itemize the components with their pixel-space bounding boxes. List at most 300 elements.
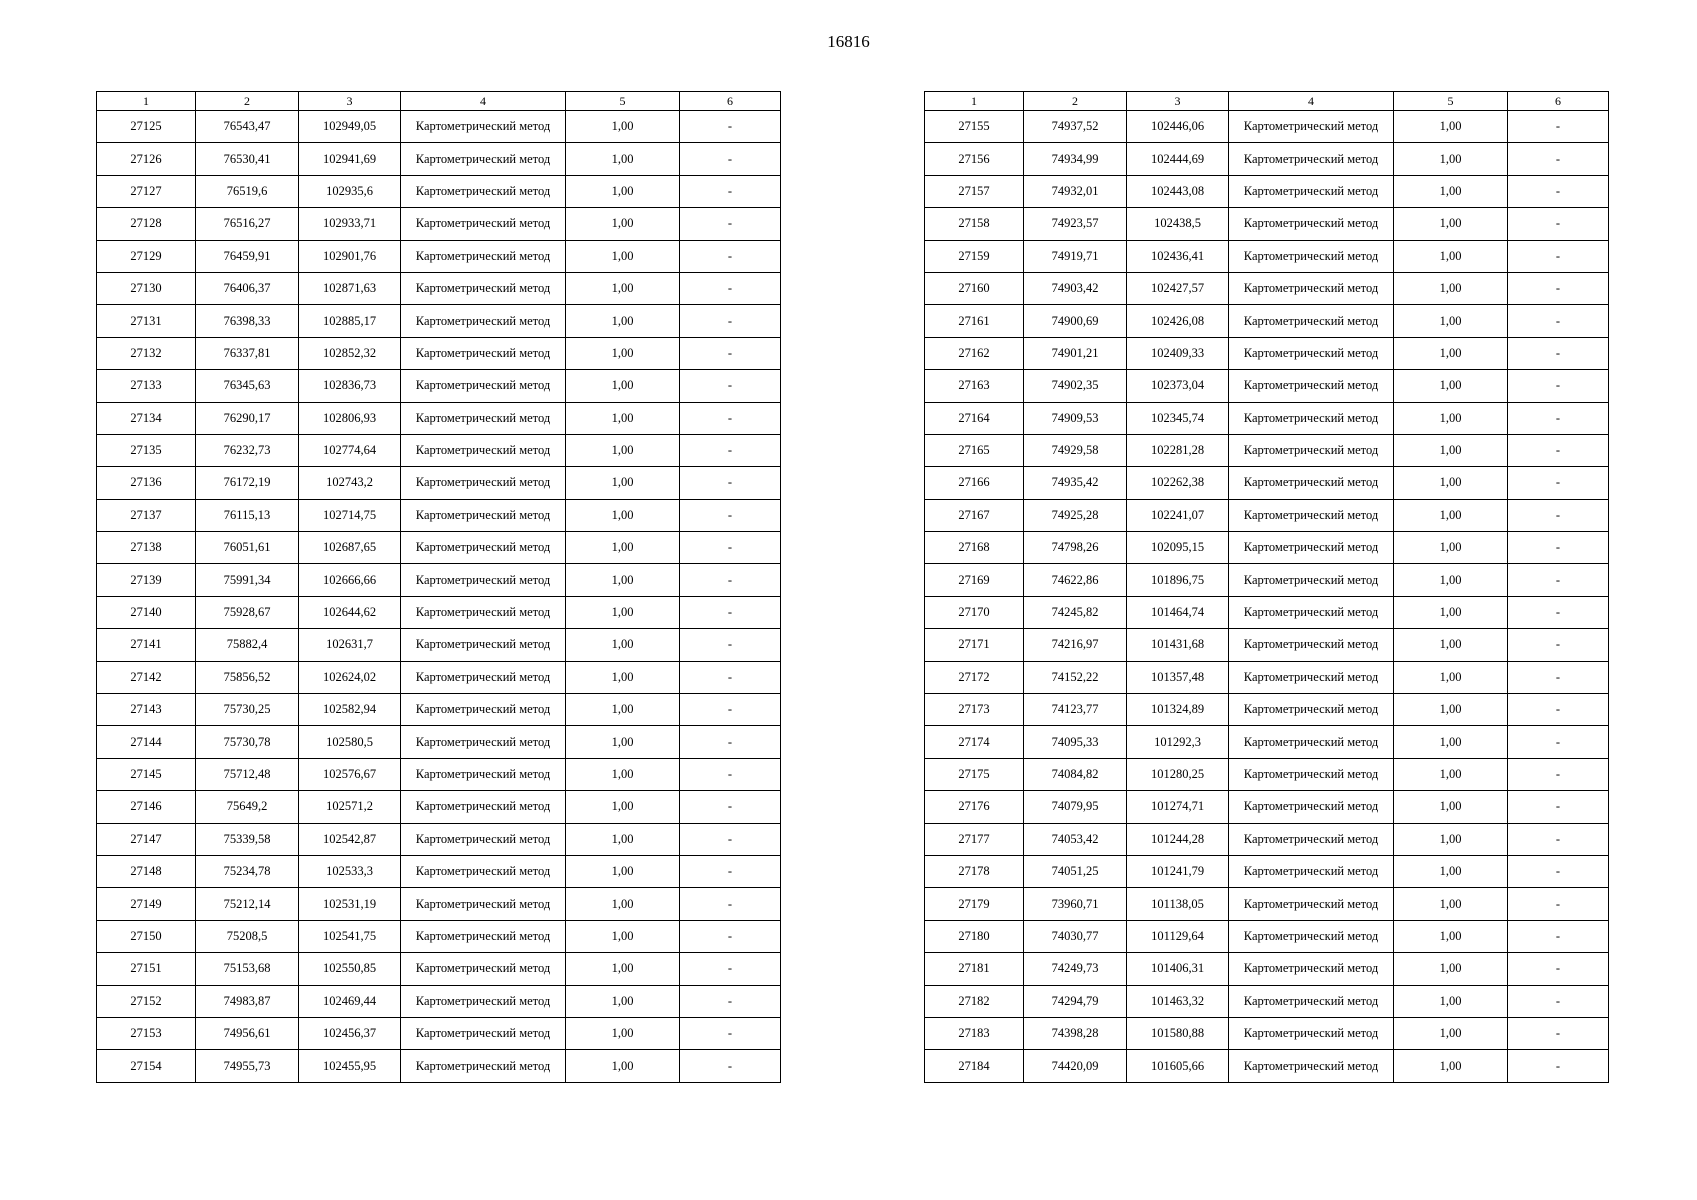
method-cell: Картометрический метод xyxy=(401,499,566,531)
accuracy-cell: 1,00 xyxy=(1394,596,1508,628)
point-number-cell: 27151 xyxy=(97,953,196,985)
y-coordinate-cell: 102935,6 xyxy=(299,175,401,207)
table-row xyxy=(97,143,781,175)
accuracy-cell: 1,00 xyxy=(1394,661,1508,693)
x-coordinate-cell: 74123,77 xyxy=(1024,694,1127,726)
y-coordinate-cell: 102580,5 xyxy=(299,726,401,758)
x-coordinate-cell: 74030,77 xyxy=(1024,920,1127,952)
point-number-cell: 27126 xyxy=(97,143,196,175)
table-row xyxy=(97,888,781,920)
table-row xyxy=(97,111,781,143)
method-cell: Картометрический метод xyxy=(401,208,566,240)
table-row xyxy=(925,758,1609,790)
point-number-cell: 27155 xyxy=(925,111,1024,143)
point-number-cell: 27165 xyxy=(925,434,1024,466)
method-cell: Картометрический метод xyxy=(1229,467,1394,499)
method-cell: Картометрический метод xyxy=(401,402,566,434)
column-header-4: 4 xyxy=(401,92,566,111)
method-cell: Картометрический метод xyxy=(1229,532,1394,564)
method-cell: Картометрический метод xyxy=(401,888,566,920)
x-coordinate-cell: 74902,35 xyxy=(1024,370,1127,402)
x-coordinate-cell: 75730,25 xyxy=(196,694,299,726)
table-row xyxy=(97,370,781,402)
point-number-cell: 27147 xyxy=(97,823,196,855)
point-number-cell: 27130 xyxy=(97,272,196,304)
table-row xyxy=(97,305,781,337)
x-coordinate-cell: 76398,33 xyxy=(196,305,299,337)
method-cell: Картометрический метод xyxy=(1229,305,1394,337)
table-row xyxy=(97,208,781,240)
accuracy-cell: 1,00 xyxy=(1394,305,1508,337)
column-header-6: 6 xyxy=(680,92,781,111)
column-header-4: 4 xyxy=(1229,92,1394,111)
table-row xyxy=(925,532,1609,564)
accuracy-cell: 1,00 xyxy=(566,596,680,628)
y-coordinate-cell: 102095,15 xyxy=(1127,532,1229,564)
table-row xyxy=(925,855,1609,887)
accuracy-cell: 1,00 xyxy=(566,953,680,985)
accuracy-cell: 1,00 xyxy=(1394,240,1508,272)
note-cell: - xyxy=(680,694,781,726)
point-number-cell: 27173 xyxy=(925,694,1024,726)
table-row xyxy=(97,532,781,564)
note-cell: - xyxy=(680,985,781,1017)
point-number-cell: 27184 xyxy=(925,1050,1024,1082)
table-row xyxy=(925,726,1609,758)
table-row xyxy=(97,1050,781,1082)
note-cell: - xyxy=(680,564,781,596)
y-coordinate-cell: 102455,95 xyxy=(299,1050,401,1082)
accuracy-cell: 1,00 xyxy=(566,726,680,758)
point-number-cell: 27127 xyxy=(97,175,196,207)
accuracy-cell: 1,00 xyxy=(1394,791,1508,823)
note-cell: - xyxy=(680,240,781,272)
column-header-6: 6 xyxy=(1508,92,1609,111)
method-cell: Картометрический метод xyxy=(401,694,566,726)
note-cell: - xyxy=(1508,758,1609,790)
note-cell: - xyxy=(680,661,781,693)
note-cell: - xyxy=(1508,272,1609,304)
accuracy-cell: 1,00 xyxy=(1394,175,1508,207)
table-row xyxy=(925,111,1609,143)
note-cell: - xyxy=(1508,953,1609,985)
table-row xyxy=(925,823,1609,855)
point-number-cell: 27170 xyxy=(925,596,1024,628)
column-header-2: 2 xyxy=(196,92,299,111)
y-coordinate-cell: 101274,71 xyxy=(1127,791,1229,823)
table-row xyxy=(925,985,1609,1017)
x-coordinate-cell: 76172,19 xyxy=(196,467,299,499)
column-header-5: 5 xyxy=(1394,92,1508,111)
x-coordinate-cell: 74245,82 xyxy=(1024,596,1127,628)
y-coordinate-cell: 102446,06 xyxy=(1127,111,1229,143)
point-number-cell: 27153 xyxy=(97,1017,196,1049)
method-cell: Картометрический метод xyxy=(1229,1050,1394,1082)
y-coordinate-cell: 101580,88 xyxy=(1127,1017,1229,1049)
method-cell: Картометрический метод xyxy=(1229,823,1394,855)
note-cell: - xyxy=(680,402,781,434)
method-cell: Картометрический метод xyxy=(401,467,566,499)
accuracy-cell: 1,00 xyxy=(1394,337,1508,369)
table-row xyxy=(97,402,781,434)
accuracy-cell: 1,00 xyxy=(566,305,680,337)
point-number-cell: 27175 xyxy=(925,758,1024,790)
method-cell: Картометрический метод xyxy=(401,240,566,272)
x-coordinate-cell: 74935,42 xyxy=(1024,467,1127,499)
accuracy-cell: 1,00 xyxy=(1394,726,1508,758)
note-cell: - xyxy=(680,499,781,531)
point-number-cell: 27172 xyxy=(925,661,1024,693)
accuracy-cell: 1,00 xyxy=(566,855,680,887)
table-row xyxy=(97,953,781,985)
x-coordinate-cell: 75856,52 xyxy=(196,661,299,693)
table-row xyxy=(925,694,1609,726)
accuracy-cell: 1,00 xyxy=(1394,564,1508,596)
note-cell: - xyxy=(1508,532,1609,564)
y-coordinate-cell: 102262,38 xyxy=(1127,467,1229,499)
accuracy-cell: 1,00 xyxy=(566,661,680,693)
point-number-cell: 27169 xyxy=(925,564,1024,596)
accuracy-cell: 1,00 xyxy=(1394,402,1508,434)
point-number-cell: 27181 xyxy=(925,953,1024,985)
note-cell: - xyxy=(1508,337,1609,369)
table-row xyxy=(925,175,1609,207)
x-coordinate-cell: 76232,73 xyxy=(196,434,299,466)
note-cell: - xyxy=(1508,370,1609,402)
method-cell: Картометрический метод xyxy=(401,272,566,304)
y-coordinate-cell: 102443,08 xyxy=(1127,175,1229,207)
point-number-cell: 27146 xyxy=(97,791,196,823)
table-row xyxy=(97,596,781,628)
note-cell: - xyxy=(1508,661,1609,693)
x-coordinate-cell: 74398,28 xyxy=(1024,1017,1127,1049)
note-cell: - xyxy=(680,1050,781,1082)
accuracy-cell: 1,00 xyxy=(1394,143,1508,175)
accuracy-cell: 1,00 xyxy=(566,272,680,304)
accuracy-cell: 1,00 xyxy=(566,143,680,175)
method-cell: Картометрический метод xyxy=(1229,596,1394,628)
accuracy-cell: 1,00 xyxy=(566,920,680,952)
point-number-cell: 27176 xyxy=(925,791,1024,823)
accuracy-cell: 1,00 xyxy=(1394,1017,1508,1049)
point-number-cell: 27139 xyxy=(97,564,196,596)
point-number-cell: 27161 xyxy=(925,305,1024,337)
y-coordinate-cell: 102444,69 xyxy=(1127,143,1229,175)
y-coordinate-cell: 102631,7 xyxy=(299,629,401,661)
y-coordinate-cell: 101292,3 xyxy=(1127,726,1229,758)
y-coordinate-cell: 101129,64 xyxy=(1127,920,1229,952)
note-cell: - xyxy=(680,467,781,499)
note-cell: - xyxy=(1508,434,1609,466)
x-coordinate-cell: 75882,4 xyxy=(196,629,299,661)
y-coordinate-cell: 101896,75 xyxy=(1127,564,1229,596)
y-coordinate-cell: 102901,76 xyxy=(299,240,401,272)
x-coordinate-cell: 74900,69 xyxy=(1024,305,1127,337)
note-cell: - xyxy=(1508,208,1609,240)
y-coordinate-cell: 102345,74 xyxy=(1127,402,1229,434)
accuracy-cell: 1,00 xyxy=(566,823,680,855)
note-cell: - xyxy=(1508,564,1609,596)
note-cell: - xyxy=(1508,888,1609,920)
y-coordinate-cell: 101324,89 xyxy=(1127,694,1229,726)
point-number-cell: 27141 xyxy=(97,629,196,661)
table-row xyxy=(97,499,781,531)
table-row xyxy=(97,694,781,726)
point-number-cell: 27149 xyxy=(97,888,196,920)
y-coordinate-cell: 102714,75 xyxy=(299,499,401,531)
table-row xyxy=(925,370,1609,402)
x-coordinate-cell: 73960,71 xyxy=(1024,888,1127,920)
x-coordinate-cell: 75234,78 xyxy=(196,855,299,887)
x-coordinate-cell: 75991,34 xyxy=(196,564,299,596)
note-cell: - xyxy=(680,175,781,207)
y-coordinate-cell: 102281,28 xyxy=(1127,434,1229,466)
table-row xyxy=(97,629,781,661)
accuracy-cell: 1,00 xyxy=(566,370,680,402)
x-coordinate-cell: 74294,79 xyxy=(1024,985,1127,1017)
y-coordinate-cell: 102469,44 xyxy=(299,985,401,1017)
note-cell: - xyxy=(680,629,781,661)
method-cell: Картометрический метод xyxy=(401,532,566,564)
accuracy-cell: 1,00 xyxy=(1394,532,1508,564)
method-cell: Картометрический метод xyxy=(1229,985,1394,1017)
table-row xyxy=(925,499,1609,531)
accuracy-cell: 1,00 xyxy=(1394,499,1508,531)
accuracy-cell: 1,00 xyxy=(566,985,680,1017)
method-cell: Картометрический метод xyxy=(401,1017,566,1049)
point-number-cell: 27167 xyxy=(925,499,1024,531)
table-header-row xyxy=(925,92,1609,111)
point-number-cell: 27132 xyxy=(97,337,196,369)
point-number-cell: 27131 xyxy=(97,305,196,337)
y-coordinate-cell: 102666,66 xyxy=(299,564,401,596)
point-number-cell: 27150 xyxy=(97,920,196,952)
y-coordinate-cell: 101138,05 xyxy=(1127,888,1229,920)
x-coordinate-cell: 74053,42 xyxy=(1024,823,1127,855)
note-cell: - xyxy=(680,272,781,304)
y-coordinate-cell: 102687,65 xyxy=(299,532,401,564)
method-cell: Картометрический метод xyxy=(1229,726,1394,758)
table-row xyxy=(97,272,781,304)
table-row xyxy=(97,661,781,693)
point-number-cell: 27174 xyxy=(925,726,1024,758)
x-coordinate-cell: 74622,86 xyxy=(1024,564,1127,596)
x-coordinate-cell: 74925,28 xyxy=(1024,499,1127,531)
method-cell: Картометрический метод xyxy=(1229,111,1394,143)
accuracy-cell: 1,00 xyxy=(566,499,680,531)
note-cell: - xyxy=(680,596,781,628)
y-coordinate-cell: 102456,37 xyxy=(299,1017,401,1049)
accuracy-cell: 1,00 xyxy=(1394,694,1508,726)
method-cell: Картометрический метод xyxy=(401,629,566,661)
note-cell: - xyxy=(1508,1050,1609,1082)
y-coordinate-cell: 102373,04 xyxy=(1127,370,1229,402)
method-cell: Картометрический метод xyxy=(1229,953,1394,985)
y-coordinate-cell: 101244,28 xyxy=(1127,823,1229,855)
table-row xyxy=(925,143,1609,175)
coordinates-table-left xyxy=(96,91,781,1083)
accuracy-cell: 1,00 xyxy=(566,694,680,726)
x-coordinate-cell: 76516,27 xyxy=(196,208,299,240)
x-coordinate-cell: 75712,48 xyxy=(196,758,299,790)
accuracy-cell: 1,00 xyxy=(1394,823,1508,855)
table-row xyxy=(925,920,1609,952)
y-coordinate-cell: 102582,94 xyxy=(299,694,401,726)
note-cell: - xyxy=(680,532,781,564)
table-row xyxy=(925,337,1609,369)
accuracy-cell: 1,00 xyxy=(566,467,680,499)
method-cell: Картометрический метод xyxy=(1229,791,1394,823)
column-header-1: 1 xyxy=(97,92,196,111)
method-cell: Картометрический метод xyxy=(1229,920,1394,952)
note-cell: - xyxy=(1508,596,1609,628)
point-number-cell: 27163 xyxy=(925,370,1024,402)
accuracy-cell: 1,00 xyxy=(1394,920,1508,952)
method-cell: Картометрический метод xyxy=(401,175,566,207)
y-coordinate-cell: 102624,02 xyxy=(299,661,401,693)
y-coordinate-cell: 101431,68 xyxy=(1127,629,1229,661)
point-number-cell: 27143 xyxy=(97,694,196,726)
point-number-cell: 27134 xyxy=(97,402,196,434)
table-row xyxy=(97,920,781,952)
point-number-cell: 27171 xyxy=(925,629,1024,661)
note-cell: - xyxy=(680,143,781,175)
accuracy-cell: 1,00 xyxy=(566,888,680,920)
x-coordinate-cell: 76519,6 xyxy=(196,175,299,207)
method-cell: Картометрический метод xyxy=(401,370,566,402)
point-number-cell: 27168 xyxy=(925,532,1024,564)
note-cell: - xyxy=(680,920,781,952)
method-cell: Картометрический метод xyxy=(1229,272,1394,304)
accuracy-cell: 1,00 xyxy=(1394,434,1508,466)
point-number-cell: 27152 xyxy=(97,985,196,1017)
accuracy-cell: 1,00 xyxy=(1394,467,1508,499)
point-number-cell: 27178 xyxy=(925,855,1024,887)
y-coordinate-cell: 102743,2 xyxy=(299,467,401,499)
method-cell: Картометрический метод xyxy=(401,337,566,369)
note-cell: - xyxy=(680,888,781,920)
note-cell: - xyxy=(680,434,781,466)
table-row xyxy=(97,240,781,272)
point-number-cell: 27159 xyxy=(925,240,1024,272)
table-row xyxy=(97,564,781,596)
x-coordinate-cell: 74955,73 xyxy=(196,1050,299,1082)
note-cell: - xyxy=(680,953,781,985)
table-row xyxy=(97,467,781,499)
x-coordinate-cell: 74079,95 xyxy=(1024,791,1127,823)
table-row xyxy=(925,564,1609,596)
x-coordinate-cell: 74901,21 xyxy=(1024,337,1127,369)
accuracy-cell: 1,00 xyxy=(566,208,680,240)
point-number-cell: 27162 xyxy=(925,337,1024,369)
note-cell: - xyxy=(680,370,781,402)
point-number-cell: 27135 xyxy=(97,434,196,466)
method-cell: Картометрический метод xyxy=(401,305,566,337)
y-coordinate-cell: 102885,17 xyxy=(299,305,401,337)
accuracy-cell: 1,00 xyxy=(566,1017,680,1049)
method-cell: Картометрический метод xyxy=(401,985,566,1017)
accuracy-cell: 1,00 xyxy=(1394,758,1508,790)
point-number-cell: 27136 xyxy=(97,467,196,499)
point-number-cell: 27156 xyxy=(925,143,1024,175)
method-cell: Картометрический метод xyxy=(1229,208,1394,240)
x-coordinate-cell: 74084,82 xyxy=(1024,758,1127,790)
note-cell: - xyxy=(1508,694,1609,726)
point-number-cell: 27164 xyxy=(925,402,1024,434)
accuracy-cell: 1,00 xyxy=(1394,888,1508,920)
method-cell: Картометрический метод xyxy=(401,661,566,693)
note-cell: - xyxy=(680,758,781,790)
table-row xyxy=(925,467,1609,499)
point-number-cell: 27158 xyxy=(925,208,1024,240)
accuracy-cell: 1,00 xyxy=(1394,272,1508,304)
note-cell: - xyxy=(680,726,781,758)
method-cell: Картометрический метод xyxy=(1229,402,1394,434)
point-number-cell: 27183 xyxy=(925,1017,1024,1049)
method-cell: Картометрический метод xyxy=(401,920,566,952)
point-number-cell: 27144 xyxy=(97,726,196,758)
method-cell: Картометрический метод xyxy=(401,596,566,628)
y-coordinate-cell: 102427,57 xyxy=(1127,272,1229,304)
method-cell: Картометрический метод xyxy=(1229,694,1394,726)
method-cell: Картометрический метод xyxy=(1229,370,1394,402)
x-coordinate-cell: 75208,5 xyxy=(196,920,299,952)
column-header-1: 1 xyxy=(925,92,1024,111)
table-row xyxy=(97,855,781,887)
x-coordinate-cell: 75649,2 xyxy=(196,791,299,823)
accuracy-cell: 1,00 xyxy=(1394,985,1508,1017)
note-cell: - xyxy=(1508,143,1609,175)
point-number-cell: 27182 xyxy=(925,985,1024,1017)
y-coordinate-cell: 102774,64 xyxy=(299,434,401,466)
x-coordinate-cell: 75730,78 xyxy=(196,726,299,758)
note-cell: - xyxy=(680,111,781,143)
y-coordinate-cell: 102533,3 xyxy=(299,855,401,887)
accuracy-cell: 1,00 xyxy=(566,532,680,564)
table-row xyxy=(925,888,1609,920)
x-coordinate-cell: 76290,17 xyxy=(196,402,299,434)
accuracy-cell: 1,00 xyxy=(566,758,680,790)
table-row xyxy=(925,240,1609,272)
table-row xyxy=(97,337,781,369)
point-number-cell: 27128 xyxy=(97,208,196,240)
table-header-row xyxy=(97,92,781,111)
table-row xyxy=(925,596,1609,628)
y-coordinate-cell: 102541,75 xyxy=(299,920,401,952)
x-coordinate-cell: 74798,26 xyxy=(1024,532,1127,564)
y-coordinate-cell: 102806,93 xyxy=(299,402,401,434)
y-coordinate-cell: 102949,05 xyxy=(299,111,401,143)
x-coordinate-cell: 75339,58 xyxy=(196,823,299,855)
page-number: 16816 xyxy=(827,32,870,51)
x-coordinate-cell: 76406,37 xyxy=(196,272,299,304)
accuracy-cell: 1,00 xyxy=(566,111,680,143)
method-cell: Картометрический метод xyxy=(401,823,566,855)
x-coordinate-cell: 74420,09 xyxy=(1024,1050,1127,1082)
note-cell: - xyxy=(680,208,781,240)
accuracy-cell: 1,00 xyxy=(566,175,680,207)
y-coordinate-cell: 102871,63 xyxy=(299,272,401,304)
table-row xyxy=(925,661,1609,693)
note-cell: - xyxy=(1508,1017,1609,1049)
note-cell: - xyxy=(1508,920,1609,952)
y-coordinate-cell: 102571,2 xyxy=(299,791,401,823)
table-row xyxy=(925,1017,1609,1049)
x-coordinate-cell: 74909,53 xyxy=(1024,402,1127,434)
table-row xyxy=(925,629,1609,661)
x-coordinate-cell: 74937,52 xyxy=(1024,111,1127,143)
point-number-cell: 27160 xyxy=(925,272,1024,304)
